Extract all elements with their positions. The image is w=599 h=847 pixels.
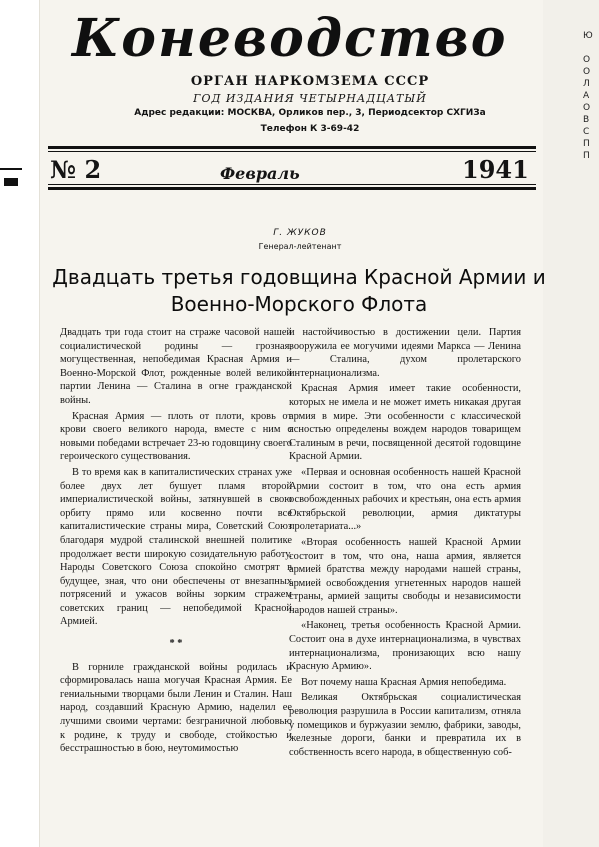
quote-paragraph: «Наконец, третья особенность Красной Армии. Состоит она в духе интернационализма, в чувствах интернационализма, пронизающих всю нашу Красную Армию».	[289, 620, 521, 673]
masthead-rule	[48, 146, 536, 149]
adjacent-page-strip	[543, 0, 599, 847]
paragraph: Красная Армия — плоть от плоти, кровь от крови своего великого народа, вместе с ним с новыми победами встречает 23-ю годовщину своего героического существования.	[60, 410, 292, 463]
editorial-phone: Телефон К 3-69-42	[260, 124, 360, 134]
quote-paragraph: «Вторая особенность нашей Красной Армии состоит в том, что она, наша армия, является армией братства между народами нашей страны, армией освобождения угнетенных народов нашей страны, армией защиты свободы и независимости народов нашей страны».	[289, 536, 521, 616]
adjacent-page-letters: Ю О О Л А О В С П П	[583, 31, 593, 161]
paragraph: и настойчивостью в достижении цели. Партия вооружила ее могучими идеями Маркса — Ленина — Сталина, духом пролетарского интернационализма.	[289, 327, 521, 379]
article-author-rank: Генерал-лейтенант	[258, 242, 342, 251]
paragraph: Вот почему наша Красная Армия непобедима.	[301, 676, 507, 688]
paragraph: Двадцать три года стоит на страже часовой нашей социалистической родины — грозная, могущественная, непобедимая Красная Армия и Военно-Морской Флот, рожденные волей великой партии Ленина — Сталина в огне гражданской войны.	[60, 327, 292, 406]
binding-mark	[4, 178, 18, 186]
issue-rule-thin	[48, 184, 536, 185]
paragraph: В горниле гражданской войны родилась и сформировалась наша могучая Красная Армия. Ее гениальными творцами были Ленин и Сталин. Наш народ, создавший Красную Армию, наделил ее лучшими своими чертами: безграничной любовью к родине, к труду и свободе, стойкостью и бесстрашностью в бою, неутомимостью	[60, 661, 292, 755]
masthead-organ: ОРГАН НАРКОМЗЕМА СССР	[190, 74, 430, 89]
article-column-right	[289, 326, 521, 759]
binding-mark	[0, 168, 22, 170]
issue-month: Февраль	[220, 164, 300, 183]
paragraph: В то время как в капиталистических странах уже более двух лет бушует пламя второй империалистической войны, затянувшей в свою орбиту прямо или косвенно почти все капиталистические страны мира, Советский Союз благодаря мудрой сталинской внешней политике продолжает вести широкую созидательную работу. Народы Советского Союза спокойно смотрят в будущее, зная, что они обеспечены от внезапных потрясений и ужасов войны зорким стражем советских границ — непобедимой Красной Армией.	[60, 466, 292, 628]
paragraph: Красная Армия имеет такие особенности, которых не имела и не может иметь никакая другая армия в мире. Эти особенности с классической ясностью определены вождем народов товарищем Сталиным в речи, посвященной десятой годовщине Красной Армии.	[289, 383, 521, 463]
issue-rule	[48, 187, 536, 190]
masthead-rule-thin	[48, 151, 536, 152]
quote-paragraph: «Первая и основная особенность нашей Красной Армии состоит в том, что она есть армия освобожденных рабочих и крестьян, она есть армия Октябрьской революции, армия диктатуры пролетариата...»	[289, 466, 521, 533]
section-divider: * *	[169, 638, 183, 650]
paragraph: Великая Октябрьская социалистическая революция разрушила в России капитализм, отняла у помещиков и буржуазии землю, фабрики, заводы, железные дороги, банки и превратила их в собственность всего народа, в общественную соб-	[289, 692, 521, 758]
article-column-left	[60, 326, 292, 756]
article-headline: Двадцать третья годовщина Красной Армии и Военно-Морского Флота	[52, 265, 546, 316]
issue-number: № 2	[50, 155, 102, 184]
article-author: Г. ЖУКОВ	[273, 228, 327, 238]
masthead-title: Коневодство	[72, 8, 508, 69]
masthead-year: ГОД ИЗДАНИЯ ЧЕТЫРНАДЦАТЫЙ	[193, 92, 427, 105]
issue-year: 1941	[462, 155, 529, 184]
editorial-address: Адрес редакции: МОСКВА, Орликов пер., 3, Периодсектор СХГИЗа	[134, 108, 486, 118]
